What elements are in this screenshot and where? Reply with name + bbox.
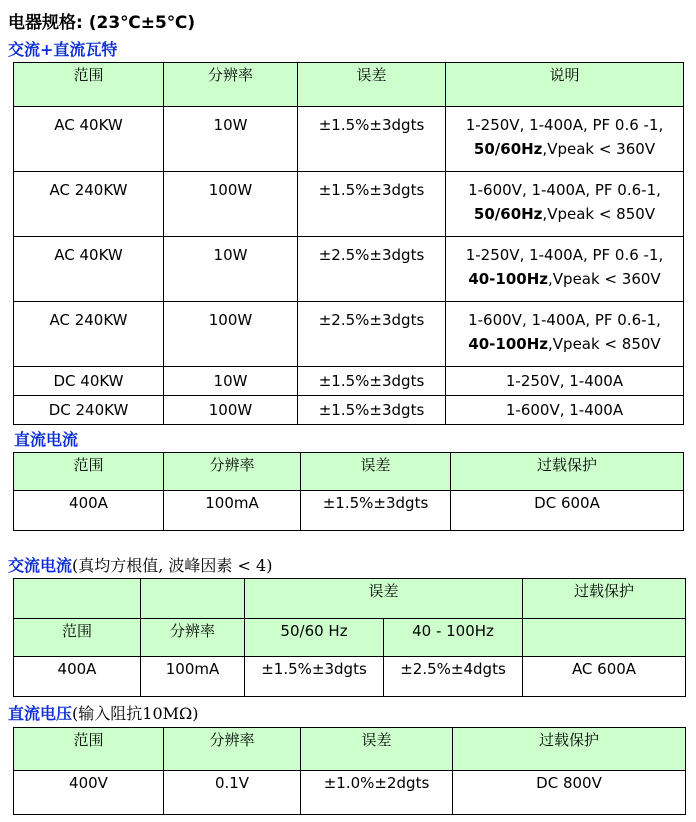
section-title-ac-current: [8, 553, 272, 576]
cell-resolution: 10W: [164, 107, 298, 172]
desc-line1: 1-600V, 1-400A, PF 0.6-1,: [468, 181, 661, 199]
section-title-dc-current: [14, 427, 78, 450]
table-row: [14, 237, 684, 302]
table-row: [14, 771, 686, 815]
watt-spec-table: [13, 62, 684, 425]
cell-range: AC 240KW: [14, 302, 164, 367]
desc-line1: 1-250V, 1-400A, PF 0.6 -1,: [465, 246, 664, 264]
table-header-row: [14, 63, 684, 107]
cell-resolution: 100mA: [141, 657, 245, 697]
cell-resolution: 100W: [164, 172, 298, 237]
header-accuracy: 误差: [301, 453, 451, 491]
cell-description: 1-600V, 1-400A: [446, 396, 684, 425]
header-range: 范围: [14, 63, 164, 107]
cell-resolution: 100mA: [164, 491, 301, 531]
cell-overload: DC 800V: [453, 771, 686, 815]
section-title-text: 直流电压: [8, 704, 73, 723]
section-title-text: 交流电流: [8, 556, 73, 575]
section-title-ac-dc-watt: [8, 37, 117, 60]
cell-range: AC 40KW: [14, 237, 164, 302]
section-subtitle: (输入阻抗10MΩ): [72, 704, 199, 723]
header-accuracy: 误差: [298, 63, 446, 107]
cell-range: 400A: [14, 491, 164, 531]
desc-vpeak: ,Vpeak < 850V: [542, 205, 656, 223]
cell-accuracy: ±2.5%±3dgts: [298, 237, 446, 302]
page-heading: 电器规格: (23℃±5℃): [8, 13, 196, 33]
desc-line1: 1-250V, 1-400A, PF 0.6 -1,: [465, 116, 664, 134]
header-resolution: 分辨率: [164, 728, 301, 771]
cell-resolution: 100W: [164, 396, 298, 425]
cell-accuracy: ±2.5%±3dgts: [298, 302, 446, 367]
dc-current-table: [13, 452, 684, 531]
cell-description: [446, 237, 684, 302]
header-freq-50-60: 50/60 Hz: [245, 619, 384, 657]
table-row: [14, 107, 684, 172]
cell-accuracy: ±1.5%±3dgts: [298, 107, 446, 172]
table-row: [14, 491, 684, 531]
cell-accuracy: ±1.5%±3dgts: [298, 367, 446, 396]
section-title-text: 交流+直流瓦特: [8, 40, 118, 59]
cell-range: AC 40KW: [14, 107, 164, 172]
header-accuracy: 误差: [301, 728, 453, 771]
header-range: 范围: [14, 453, 164, 491]
header-accuracy: 误差: [245, 579, 523, 619]
header-description: 说明: [446, 63, 684, 107]
section-title-text: 直流电流: [14, 430, 79, 449]
header-blank: [141, 579, 245, 619]
header-overload: 过载保护: [523, 579, 686, 619]
header-blank: [523, 619, 686, 657]
cell-accuracy: ±1.5%±3dgts: [298, 172, 446, 237]
table-row: [14, 302, 684, 367]
section-title-dc-voltage: [8, 701, 199, 724]
cell-overload: AC 600A: [523, 657, 686, 697]
table-row: [14, 396, 684, 425]
table-subheader-row: [14, 619, 686, 657]
desc-frequency: 40-100Hz: [468, 270, 549, 288]
desc-frequency: 50/60Hz: [473, 205, 543, 223]
table-header-row: [14, 579, 686, 619]
cell-resolution: 10W: [164, 367, 298, 396]
cell-resolution: 100W: [164, 302, 298, 367]
cell-resolution: 0.1V: [164, 771, 301, 815]
desc-line1: 1-600V, 1-400A, PF 0.6-1,: [468, 311, 661, 329]
cell-accuracy: ±1.5%±3dgts: [298, 396, 446, 425]
desc-frequency: 40-100Hz: [468, 335, 549, 353]
cell-resolution: 10W: [164, 237, 298, 302]
header-freq-40-100: 40 - 100Hz: [384, 619, 523, 657]
cell-range: DC 40KW: [14, 367, 164, 396]
cell-range: DC 240KW: [14, 396, 164, 425]
cell-accuracy: ±1.5%±3dgts: [301, 491, 451, 531]
cell-accuracy: ±1.0%±2dgts: [301, 771, 453, 815]
cell-description: [446, 107, 684, 172]
cell-accuracy-40-100: ±2.5%±4dgts: [384, 657, 523, 697]
header-resolution: 分辨率: [164, 63, 298, 107]
dc-voltage-table: [13, 727, 686, 815]
cell-accuracy-50-60: ±1.5%±3dgts: [245, 657, 384, 697]
header-range: 范围: [14, 619, 141, 657]
header-resolution: 分辨率: [141, 619, 245, 657]
header-resolution: 分辨率: [164, 453, 301, 491]
cell-range: 400V: [14, 771, 164, 815]
cell-description: [446, 172, 684, 237]
table-header-row: [14, 728, 686, 771]
cell-description: [446, 302, 684, 367]
cell-overload: DC 600A: [451, 491, 684, 531]
table-row: [14, 172, 684, 237]
cell-description: 1-250V, 1-400A: [446, 367, 684, 396]
table-row: [14, 657, 686, 697]
desc-vpeak: ,Vpeak < 360V: [548, 270, 661, 288]
header-range: 范围: [14, 728, 164, 771]
section-subtitle: (真均方根值, 波峰因素 < 4): [72, 556, 273, 575]
cell-range: AC 240KW: [14, 172, 164, 237]
desc-vpeak: ,Vpeak < 360V: [542, 140, 656, 158]
ac-current-table: [13, 578, 686, 697]
cell-range: 400A: [14, 657, 141, 697]
header-blank: [14, 579, 141, 619]
header-overload: 过载保护: [453, 728, 686, 771]
desc-frequency: 50/60Hz: [473, 140, 543, 158]
table-header-row: [14, 453, 684, 491]
desc-vpeak: ,Vpeak < 850V: [548, 335, 661, 353]
table-row: [14, 367, 684, 396]
header-overload: 过载保护: [451, 453, 684, 491]
